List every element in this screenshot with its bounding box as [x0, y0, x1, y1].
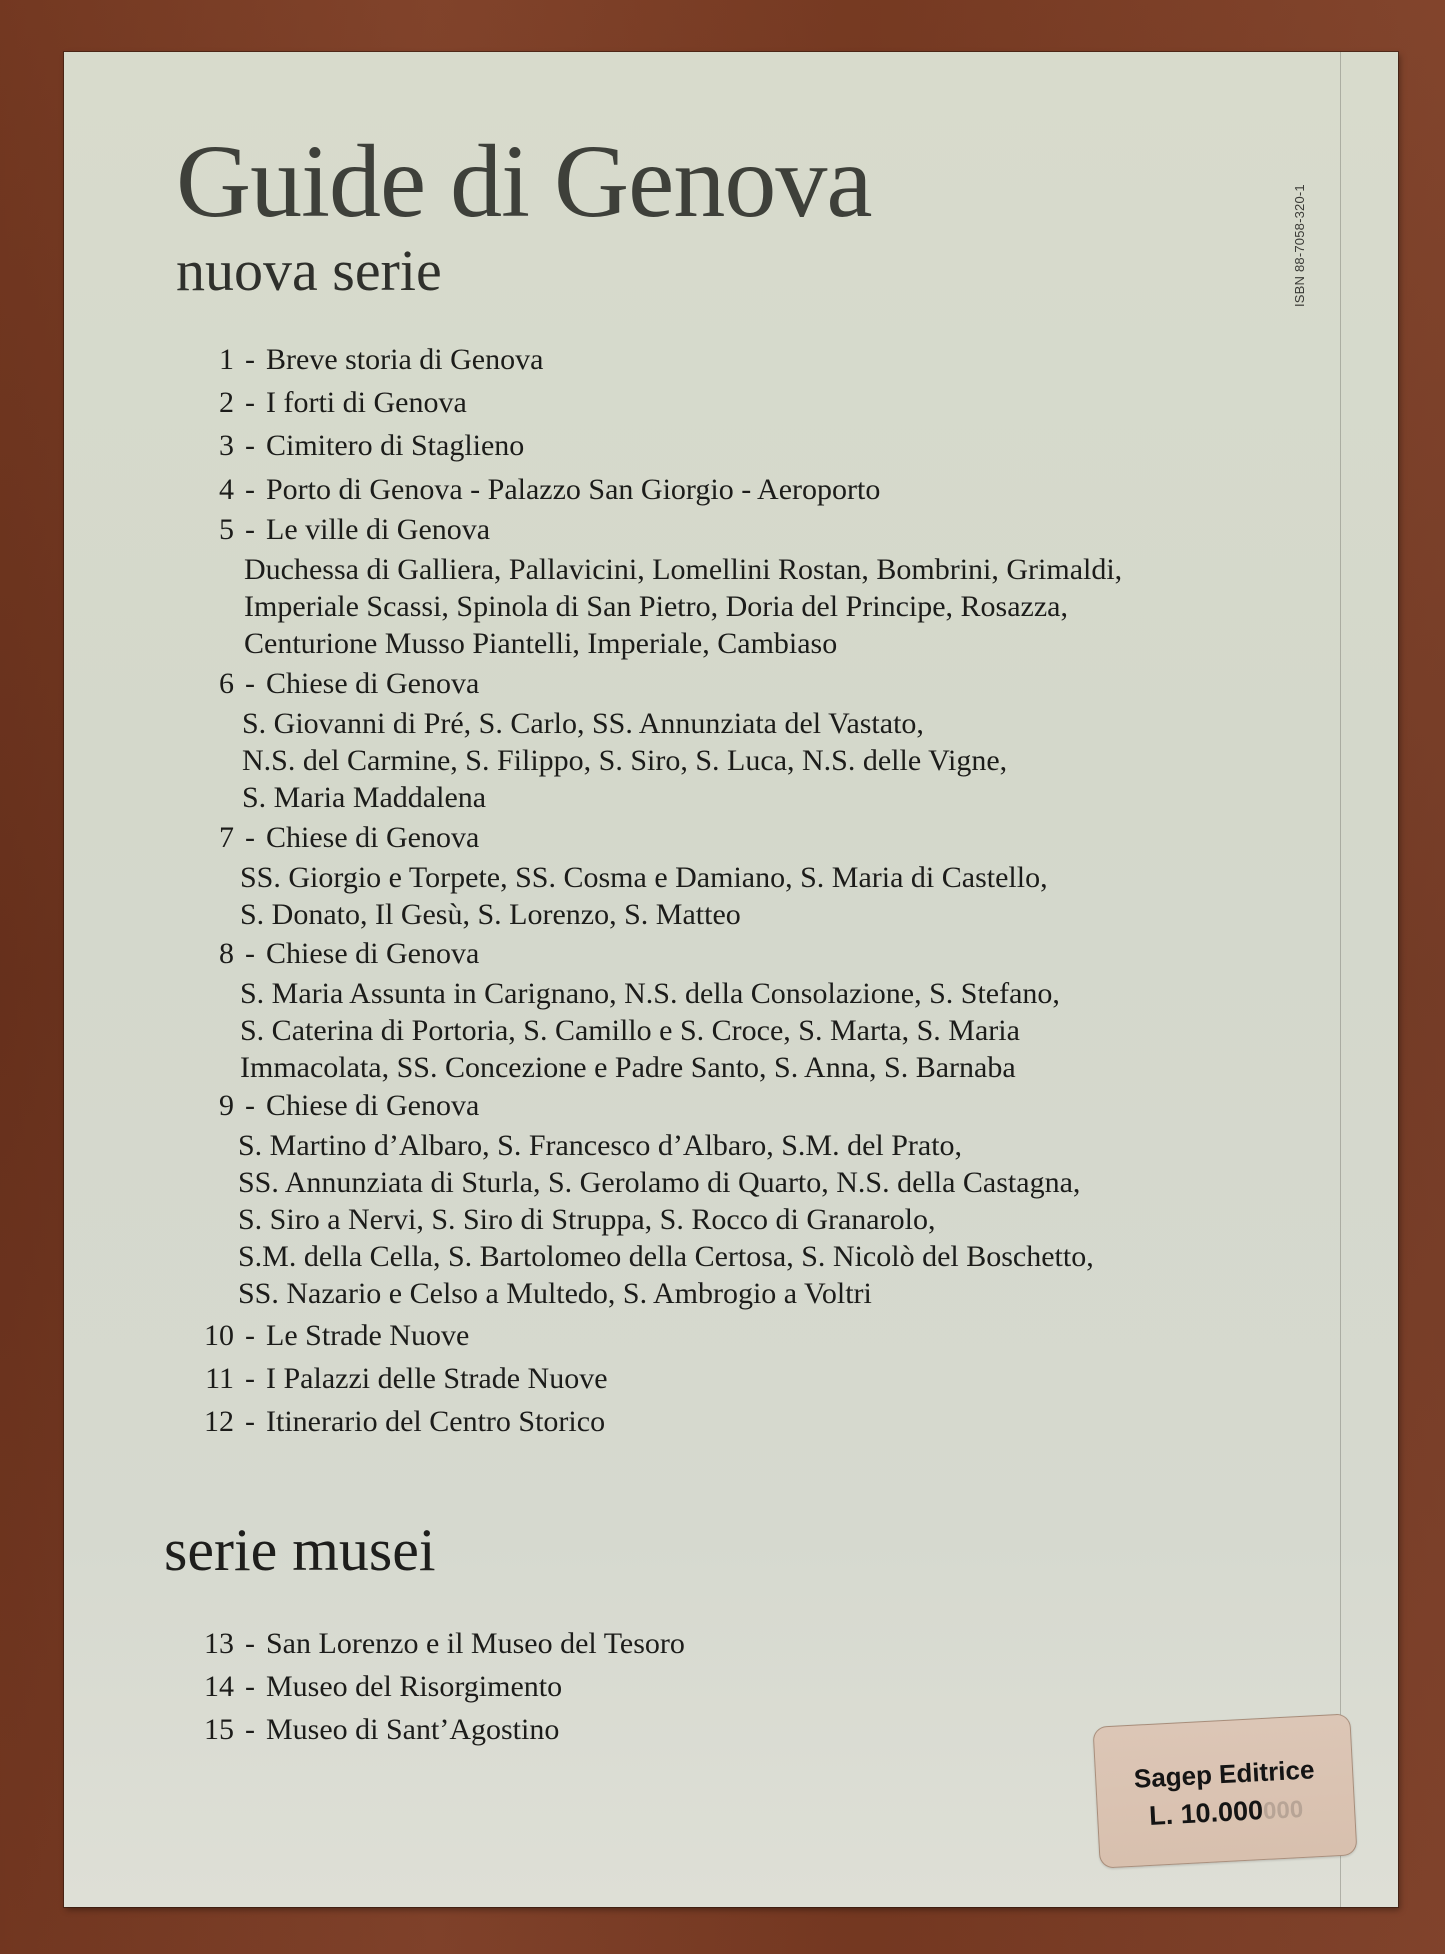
price-ghost-digits: 000: [1262, 1795, 1304, 1826]
item-title: San Lorenzo e il Museo del Tesoro: [266, 1627, 685, 1660]
book-back-cover: [64, 52, 1398, 1907]
list-item: 11 - I Palazzi delle Strade Nuove: [64, 1361, 608, 1397]
item-number: 7: [219, 821, 234, 854]
item-details-line: S. Caterina di Portoria, S. Camillo e S. Croce, S. Marta, S. Maria: [240, 1014, 1020, 1047]
item-title: Le ville di Genova: [266, 513, 491, 546]
item-details-line: S. Martino d’Albaro, S. Francesco d’Albaro, S.M. del Prato,: [238, 1129, 963, 1162]
item-number: 8: [219, 937, 234, 970]
item-number: 15: [204, 1713, 234, 1746]
list-item: 4 - Porto di Genova - Palazzo San Giorgio - Aeroporto: [64, 472, 880, 508]
list-item: 1 - Breve storia di Genova: [64, 342, 543, 378]
item-details-line: Immacolata, SS. Concezione e Padre Santo, S. Anna, S. Barnaba: [240, 1051, 1016, 1084]
price-sticker: [1092, 1713, 1357, 1868]
series-subtitle: nuova serie: [176, 238, 442, 303]
item-number: 12: [204, 1405, 234, 1438]
list-item: 12 - Itinerario del Centro Storico: [64, 1404, 605, 1440]
serie-musei-heading: serie musei: [164, 1517, 436, 1583]
item-title: Itinerario del Centro Storico: [266, 1405, 606, 1438]
list-item: 2 - I forti di Genova: [64, 385, 467, 421]
item-title: I forti di Genova: [266, 386, 467, 419]
item-details-line: Imperiale Scassi, Spinola di San Pietro, Doria del Principe, Rosazza,: [244, 590, 1068, 623]
list-item: 9 - Chiese di Genova: [64, 1088, 479, 1124]
item-details-line: S. Siro a Nervi, S. Siro di Struppa, S. Rocco di Granarolo,: [238, 1203, 936, 1236]
item-title: Chiese di Genova: [266, 937, 480, 970]
item-number: 6: [219, 667, 234, 700]
item-number: 2: [219, 386, 234, 419]
spine-fold-line: [1340, 52, 1341, 1907]
item-title: Breve storia di Genova: [266, 343, 544, 376]
list-item: 13 - San Lorenzo e il Museo del Tesoro: [64, 1626, 685, 1662]
item-details-line: Centurione Musso Piantelli, Imperiale, Cambiaso: [244, 627, 838, 660]
sticker-publisher: Sagep Editrice: [1133, 1754, 1316, 1794]
list-item: 3 - Cimitero di Staglieno: [64, 428, 524, 464]
series-title: Guide di Genova: [176, 124, 872, 239]
item-details-line: N.S. del Carmine, S. Filippo, S. Siro, S. Luca, N.S. delle Vigne,: [242, 744, 1008, 777]
item-title: Museo di Sant’Agostino: [266, 1713, 560, 1746]
item-details-line: S.M. della Cella, S. Bartolomeo della Certosa, S. Nicolò del Boschetto,: [238, 1240, 1094, 1273]
item-number: 14: [204, 1670, 234, 1703]
list-item: 6 - Chiese di Genova: [64, 666, 479, 702]
item-details-line: SS. Nazario e Celso a Multedo, S. Ambrogio a Voltri: [238, 1277, 872, 1310]
item-title: Chiese di Genova: [266, 667, 480, 700]
item-title: Cimitero di Staglieno: [266, 429, 525, 462]
item-number: 3: [219, 429, 234, 462]
price-value: L. 10.000: [1148, 1795, 1264, 1831]
item-details-line: S. Giovanni di Pré, S. Carlo, SS. Annunziata del Vastato,: [242, 707, 924, 740]
item-details-line: S. Maria Maddalena: [242, 781, 487, 814]
item-number: 9: [219, 1089, 234, 1122]
item-number: 10: [204, 1319, 234, 1352]
sticker-price: [1097, 1790, 1354, 1834]
item-title: Chiese di Genova: [266, 821, 480, 854]
item-title: Museo del Risorgimento: [266, 1670, 563, 1703]
item-title: Porto di Genova - Palazzo San Giorgio - Aeroporto: [266, 473, 881, 506]
item-details-line: SS. Giorgio e Torpete, SS. Cosma e Damiano, S. Maria di Castello,: [240, 861, 1048, 894]
item-details-line: S. Maria Assunta in Carignano, N.S. della Consolazione, S. Stefano,: [240, 977, 1060, 1010]
item-title: Le Strade Nuove: [266, 1319, 470, 1352]
item-details-line: S. Donato, Il Gesù, S. Lorenzo, S. Matteo: [240, 898, 741, 931]
item-details-line: Duchessa di Galliera, Pallavicini, Lomellini Rostan, Bombrini, Grimaldi,: [244, 553, 1123, 586]
list-item: 5 - Le ville di Genova: [64, 512, 490, 548]
list-item: 14 - Museo del Risorgimento: [64, 1669, 562, 1705]
isbn-code: ISBN 88-7058-320-1: [1292, 184, 1307, 307]
item-details-line: SS. Annunziata di Sturla, S. Gerolamo di Quarto, N.S. della Castagna,: [238, 1166, 1081, 1199]
list-item: 8 - Chiese di Genova: [64, 936, 479, 972]
item-title: I Palazzi delle Strade Nuove: [266, 1362, 608, 1395]
item-number: 4: [219, 473, 234, 506]
item-number: 11: [205, 1362, 234, 1395]
list-item: 10 - Le Strade Nuove: [64, 1318, 469, 1354]
item-number: 5: [219, 513, 234, 546]
list-item: 15 - Museo di Sant’Agostino: [64, 1712, 559, 1748]
item-title: Chiese di Genova: [266, 1089, 480, 1122]
list-item: 7 - Chiese di Genova: [64, 820, 479, 856]
item-number: 13: [204, 1627, 234, 1660]
item-number: 1: [219, 343, 234, 376]
